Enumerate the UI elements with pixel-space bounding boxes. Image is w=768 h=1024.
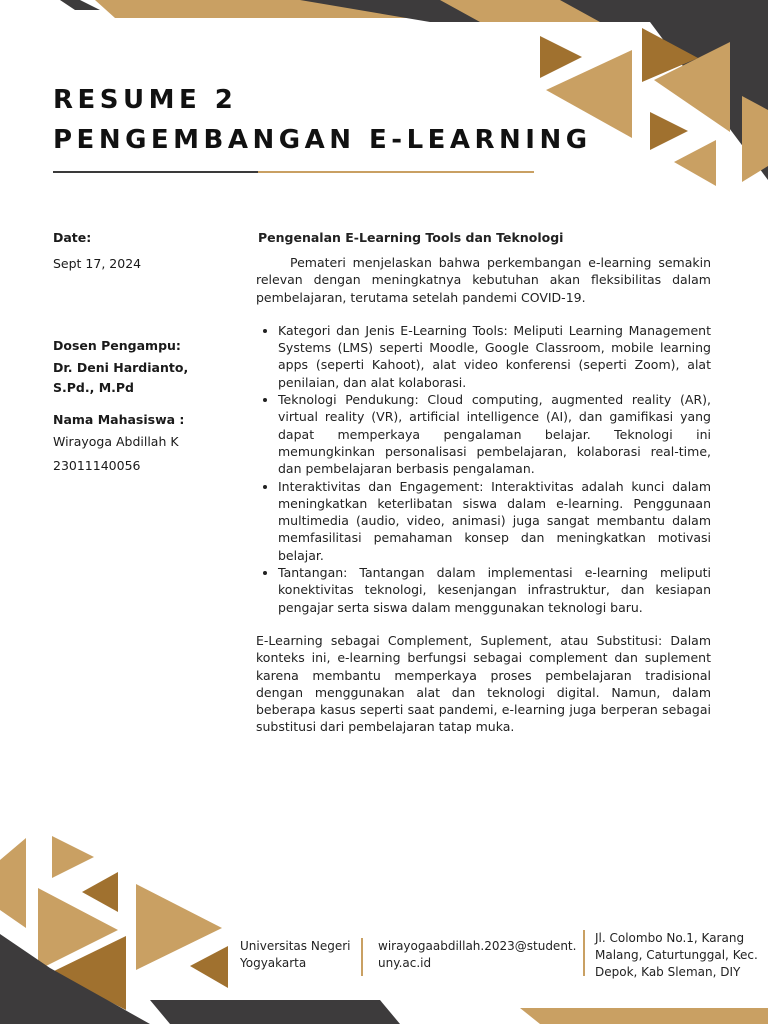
title-line-1: RESUME 2 (53, 85, 238, 115)
date-value: Sept 17, 2024 (53, 256, 142, 271)
tri-bl-3 (82, 872, 118, 912)
bullet-list (256, 322, 711, 616)
lecturer-label: Dosen Pengampu: (53, 338, 181, 353)
main-content (256, 228, 711, 736)
footer-address (595, 930, 760, 981)
list-item: • Kategori dan Jenis E-Learning Tools: Meliputi Learning Management Systems (LMS) seperti Moodle, Google Classroom, mobile learning apps (seperti Kahoot), alat video konferensi (seperti Zoom), alat penilaian, dan alat kolaborasi. (278, 322, 711, 391)
title-line-2: PENGEMBANGAN E-LEARNING (53, 125, 592, 155)
intro-paragraph: Pemateri menjelaskan bahwa perkembangan e-learning semakin relevan dengan meningkatnya kebutuhan akan fleksibilitas dalam pembelajaran, terutama setelah pandemi COVID-19. (256, 255, 711, 305)
bottom-gold-stripe (520, 1008, 768, 1024)
date-label: Date: (53, 230, 92, 245)
university-line-1: Universitas Negeri (240, 939, 351, 953)
title-underline-dark (53, 171, 258, 173)
lecturer-name: Dr. Deni Hardianto, S.Pd., M.Pd (53, 360, 189, 395)
tri-bl-6 (190, 946, 228, 988)
footer-divider-1 (361, 938, 363, 976)
footer-email (378, 938, 578, 972)
list-item: • Interaktivitas dan Engagement: Interaktivitas adalah kunci dalam meningkatkan keterlibatan siswa dalam e-learning. Penggunaan multimedia (audio, video, animasi) juga sangat membantu dalam memfasilitasi pemahaman konsep dan meningkatkan motivasi belajar. (278, 478, 711, 564)
bottom-dark-stripe (150, 1000, 400, 1024)
info-sidebar (53, 228, 233, 476)
student-name: Wirayoga Abdillah K (53, 434, 179, 449)
list-item: • Teknologi Pendukung: Cloud computing, augmented reality (AR), virtual reality (VR), artificial intelligence (AI), dan gamifikasi yang dapat memperkaya pengalaman belajar. Teknologi ini memungkinkan personalisasi pembelajaran, kolaborasi real-time, dan pembelajaran berbasis pengalaman. (278, 391, 711, 477)
list-item: • Tantangan: Tantangan dalam implementasi e-learning meliputi konektivitas teknologi, kesenjangan infrastruktur, dan kesiapan pengajar serta siswa dalam menggunakan teknologi baru. (278, 564, 711, 616)
tri-tr-1 (540, 36, 582, 78)
tri-bl-1 (0, 838, 26, 928)
tri-tr-6 (674, 140, 716, 186)
footer-university (240, 938, 355, 972)
tri-bl-2 (52, 836, 94, 878)
document-title (53, 80, 592, 160)
student-label: Nama Mahasiswa : (53, 412, 185, 427)
tri-tr-5 (650, 112, 688, 150)
section-title: Pengenalan E-Learning Tools dan Teknologi (258, 230, 564, 245)
address-line-3: Depok, Kab Sleman, DIY (595, 965, 741, 979)
email-line-1: wirayogaabdillah.2023@student. (378, 939, 577, 953)
closing-paragraph: E-Learning sebagai Complement, Suplement, atau Substitusi: Dalam konteks ini, e-learning berfungsi sebagai complement dan suplement karena membantu memperkaya proses pembelajaran tradisional dengan menggunakan alat dan teknologi digital. Namun, dalam beberapa kasus seperti saat pandemi, e-learning juga berperan sebagai substitusi dari pembelajaran tatap muka. (256, 632, 711, 735)
student-id: 23011140056 (53, 458, 141, 473)
top-dark-stripe (60, 0, 100, 10)
title-underline-gold (258, 171, 534, 173)
university-line-2: Yogyakarta (240, 956, 307, 970)
address-line-1: Jl. Colombo No.1, Karang (595, 931, 745, 945)
address-line-2: Malang, Caturtunggal, Kec. (595, 948, 758, 962)
email-line-2: uny.ac.id (378, 956, 432, 970)
footer-divider-2 (583, 930, 585, 976)
